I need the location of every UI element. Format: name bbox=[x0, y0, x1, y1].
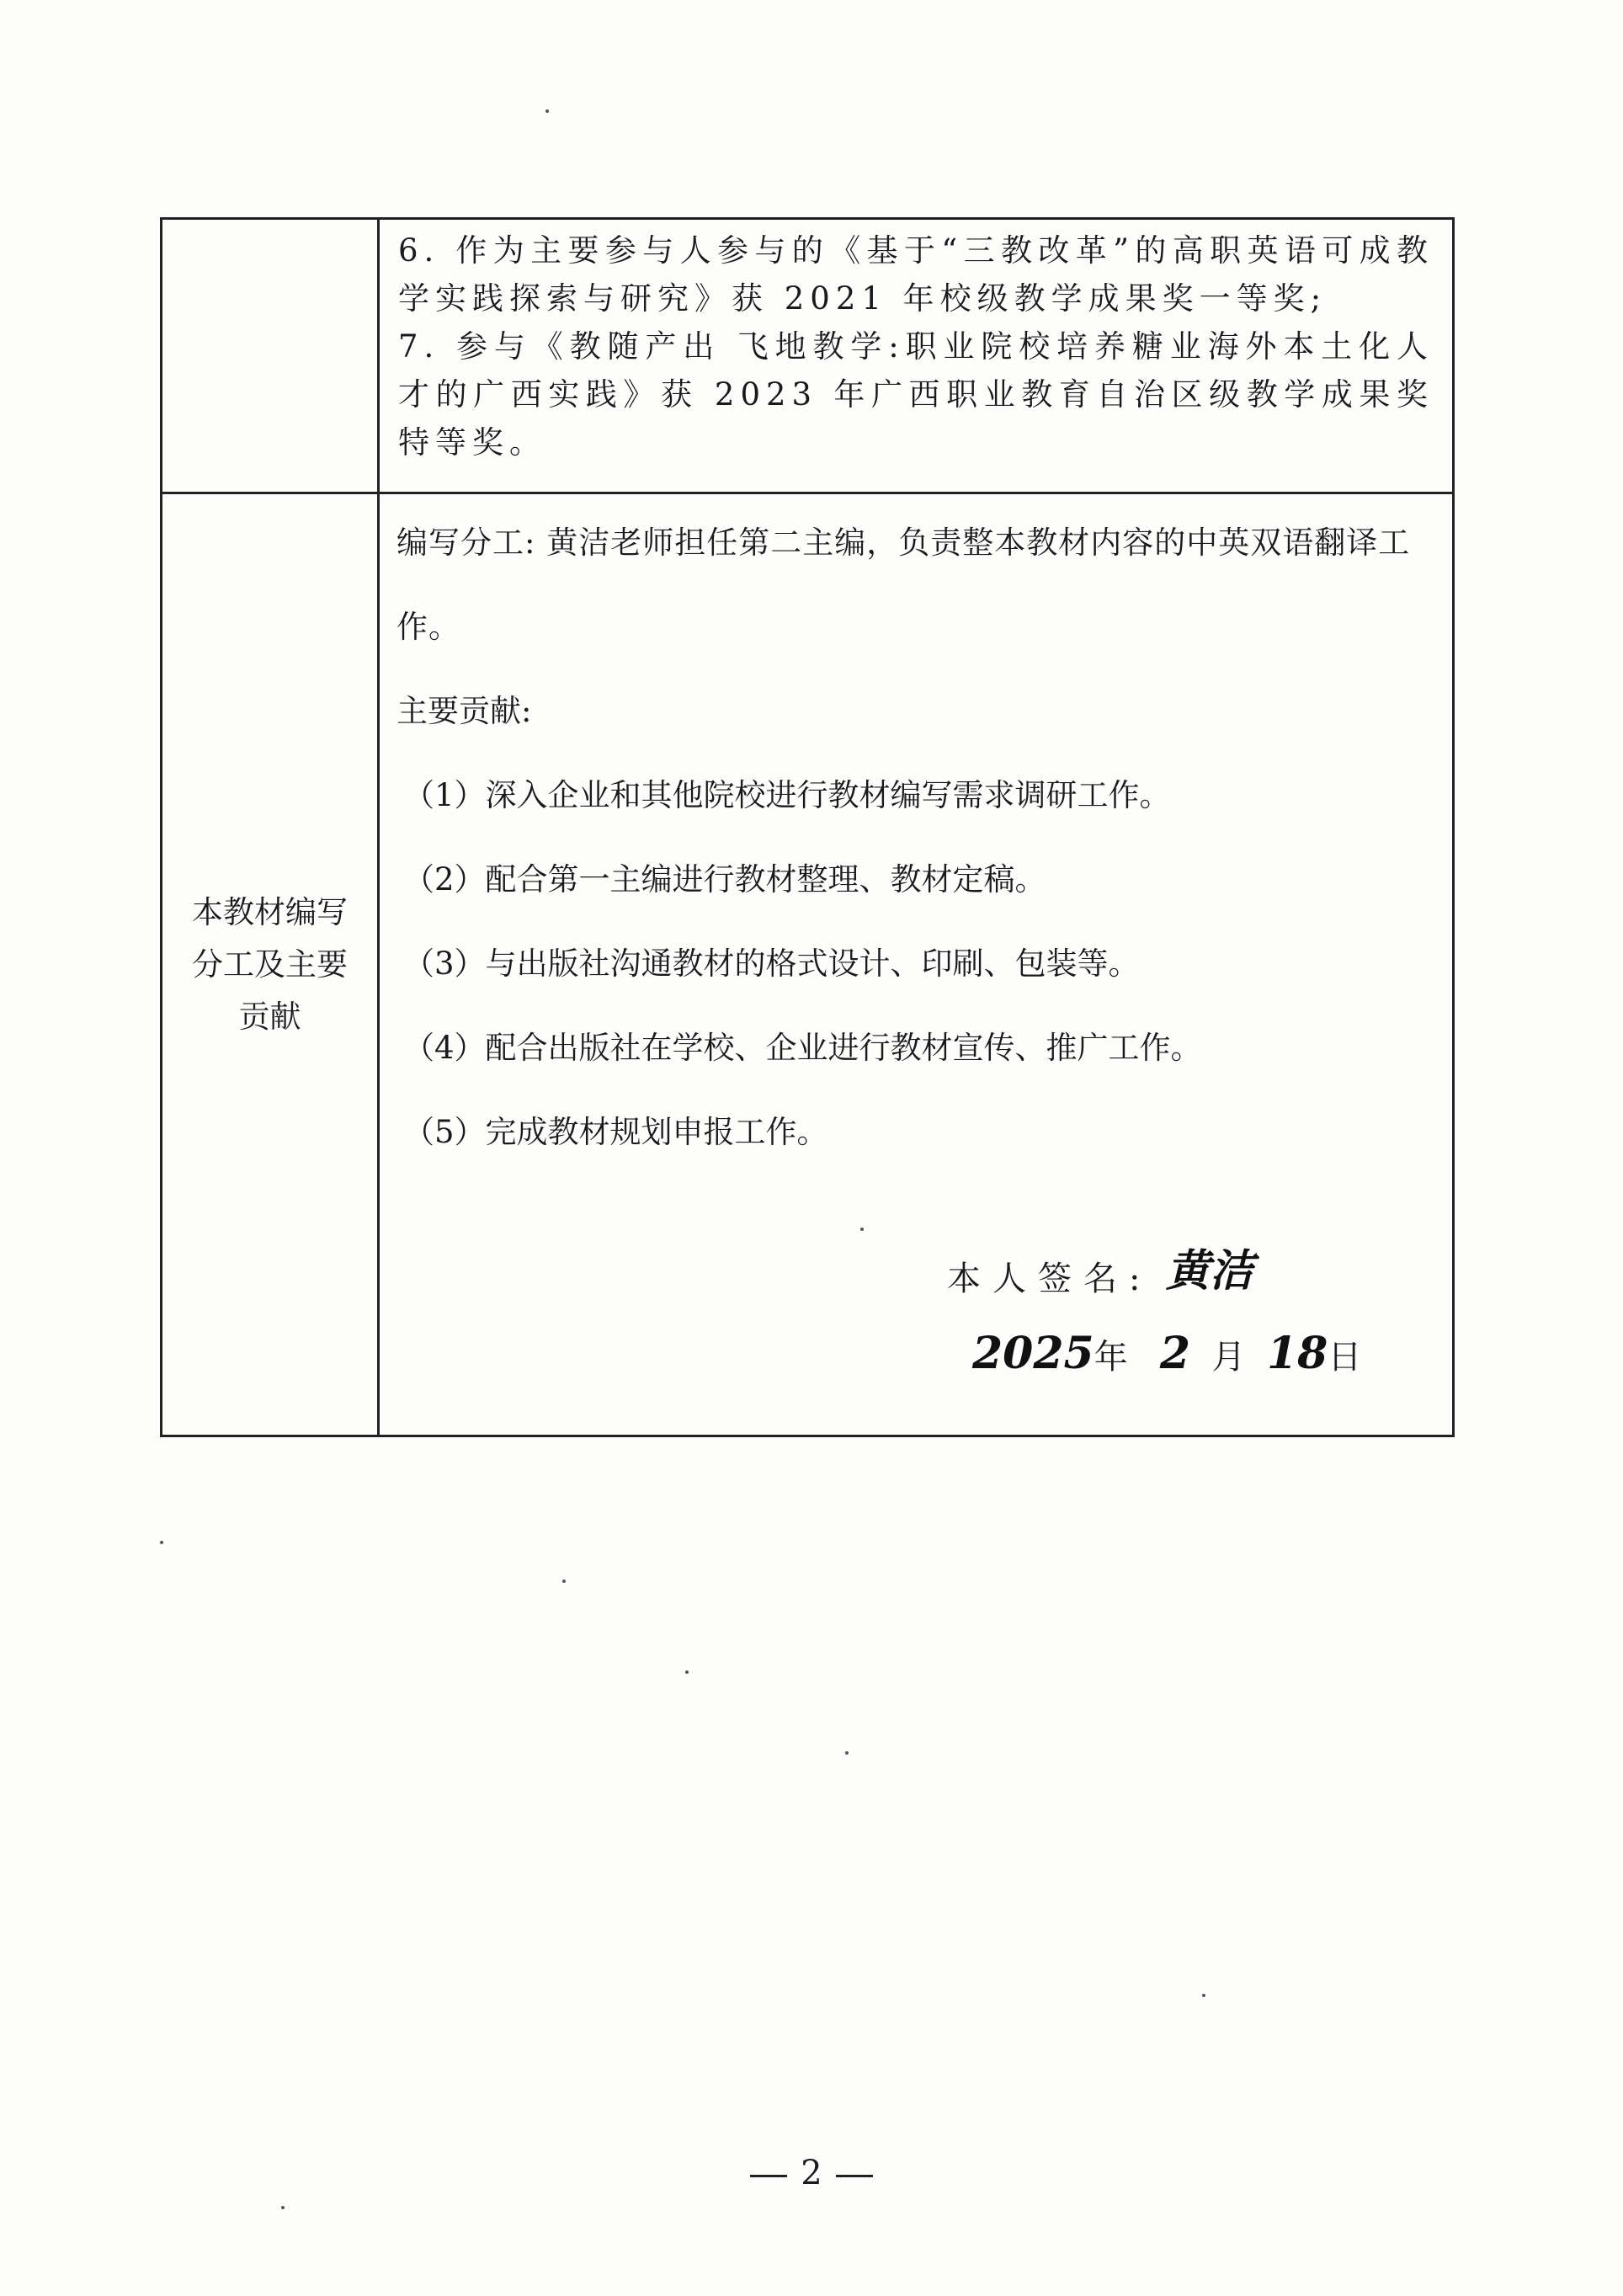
contribution-item: （2）配合第一主编进行教材整理、教材定稿。 bbox=[403, 861, 1046, 898]
scan-speck bbox=[685, 1670, 689, 1674]
scan-speck bbox=[562, 1579, 566, 1583]
scan-speck bbox=[160, 1541, 163, 1544]
handwritten-month: 2 bbox=[1159, 1328, 1191, 1379]
row-label-line: 本教材编写 bbox=[192, 893, 348, 930]
contribution-item: （5）完成教材规划申报工作。 bbox=[403, 1114, 828, 1150]
scan-speck bbox=[545, 109, 549, 113]
contribution-item: （3）与出版社沟通教材的格式设计、印刷、包装等。 bbox=[403, 946, 1140, 982]
signature-block bbox=[939, 1235, 1376, 1404]
scan-speck bbox=[1202, 1994, 1205, 1997]
achievement-item: 7. 参与《教随产出 飞地教学:职业院校培养糖业海外本土化人才的广西实践》获 2023 年广西职业教育自治区级教学成果奖特等奖。 bbox=[398, 328, 1434, 461]
achievement-item: 6. 作为主要参与人参与的《基于“三教改革”的高职英语可成教学实践探索与研究》获 2021 年校级教学成果奖一等奖; bbox=[398, 232, 1434, 317]
contribution-item: （4）配合出版社在学校、企业进行教材宣传、推广工作。 bbox=[403, 1030, 1202, 1066]
scan-speck bbox=[281, 2206, 285, 2209]
signature-date bbox=[972, 1328, 1361, 1379]
page-number-dash bbox=[836, 2175, 873, 2177]
month-unit: 月 bbox=[1211, 1338, 1246, 1377]
assignment-text: 编写分工: 黄洁老师担任第二主编，负责整本教材内容的中英双语翻译工作。 bbox=[396, 525, 1411, 645]
table-row bbox=[162, 219, 1454, 493]
handwritten-day: 18 bbox=[1266, 1328, 1328, 1379]
row1-label-cell bbox=[162, 219, 379, 493]
signature-label: 本人签名: bbox=[947, 1260, 1152, 1298]
handwritten-signature: 黄洁 bbox=[1166, 1245, 1254, 1297]
day-unit: 日 bbox=[1328, 1338, 1362, 1377]
row-label-line: 分工及主要 bbox=[192, 946, 348, 983]
year-unit: 年 bbox=[1094, 1338, 1128, 1377]
row1-content-cell bbox=[379, 219, 1454, 493]
row2-content-cell bbox=[379, 493, 1454, 1436]
page-number-dash bbox=[750, 2175, 787, 2177]
contribution-item: （1）深入企业和其他院校进行教材编写需求调研工作。 bbox=[403, 777, 1171, 813]
scan-speck bbox=[845, 1751, 849, 1755]
table-row bbox=[162, 493, 1454, 1436]
page-number bbox=[0, 2154, 1623, 2192]
row-label-line: 贡献 bbox=[238, 998, 301, 1035]
form-table bbox=[160, 217, 1455, 1437]
row2-label-cell bbox=[162, 493, 379, 1436]
handwritten-year: 2025 bbox=[972, 1328, 1094, 1379]
contributions-heading: 主要贡献: bbox=[396, 693, 532, 729]
page-number-value: 2 bbox=[801, 2154, 822, 2192]
scan-speck bbox=[860, 1228, 864, 1231]
